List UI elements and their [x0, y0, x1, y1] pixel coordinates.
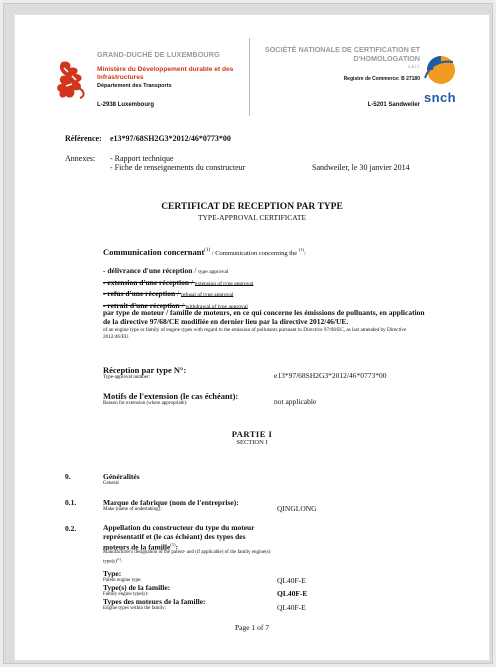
place-date: Sandweiler, le 30 janvier 2014 [312, 163, 410, 172]
header-right-address: L-5201 Sandweiler [367, 102, 420, 108]
section-label: Marque de fabrique (nom de l'entreprise): [103, 498, 239, 507]
section-label: Appellation du constructeur du type du moteur représentatif et (le cas échéant) des types des moteurs de la famille$^{(1)}$: [103, 523, 255, 552]
partie-title: PARTIE I [231, 429, 273, 439]
section-title: SECTION I [236, 439, 268, 446]
list-item: - extension d'une réception / extension of type approval [103, 277, 254, 287]
type-label: Types des moteurs de la famille: [103, 597, 206, 606]
document-frame [4, 4, 492, 663]
extension-label: Motifs de l'extension (le cas échéant): [103, 391, 239, 401]
section-number: 0.2. [65, 524, 77, 533]
reception-label-en: Type-approval number: [103, 375, 150, 380]
section-number: 0. [65, 472, 71, 481]
section-number: 0.1. [65, 498, 77, 507]
header-registry: Registre de Commerce: B 27180 [343, 76, 420, 82]
reference-value: e13*97/68SH2G3*2012/46*0773*00 [110, 134, 231, 143]
certificate-title: CERTIFICAT DE RECEPTION PAR TYPE [161, 202, 343, 212]
type-value: QL40F-E [277, 603, 306, 612]
reception-value: e13*97/68SH2G3*2012/46*0773*00 [274, 371, 387, 380]
header-ministry: Ministère du Développement durable et des Infrastructures [97, 66, 234, 81]
luxembourg-lion-logo [54, 58, 88, 104]
certificate-subtitle: TYPE-APPROVAL CERTIFICATE [197, 213, 307, 222]
list-item: - refus d'une réception / refusal of type approval [103, 289, 234, 298]
annexes-label: Annexes: [65, 154, 96, 163]
section-label-en: Manufacturer's designation of the parent- and (if applicable) of the family engine(s) $type(s)^{(1)}$: [103, 550, 271, 565]
annex-item: - Fiche de renseignements du constructeur [110, 163, 246, 172]
type-label: Type: [103, 569, 122, 578]
list-item: - délivrance d'une réception / type approval [103, 266, 229, 275]
header-country: GRAND-DUCHÉ DE LUXEMBOURG [97, 50, 220, 59]
header-left-address: L-2938 Luxembourg [97, 102, 155, 108]
scope-text-en: of an engine type or family of engine types with regard to the emission of pollutants pursuant to Directive 97/68/EC, as last amended by Directive 2012/46/EU. [103, 327, 407, 340]
extension-label-en: Reason for extension (where appropriate): [103, 401, 188, 406]
section-label: Généralités [103, 472, 140, 481]
type-value: QL40F-E [277, 576, 306, 585]
communication-heading: Communication concernant$^{(1)}$ / Communication concerning the $^{(1)}$: [103, 247, 306, 257]
page-number: Page 1 of 7 [235, 623, 269, 632]
type-label-en: Family engine type(s): [103, 592, 149, 597]
reference-label: Référence: [65, 134, 102, 143]
snch-logo-text: snch [424, 90, 456, 105]
type-label-en: Engine types within the family: [103, 606, 167, 611]
communication-list [103, 266, 253, 312]
section-label-en: General [103, 481, 119, 486]
header-company: SOCIÉTÉ NATIONALE DE CERTIFICATION ET D'HOMOLOGATION [264, 45, 420, 63]
extension-value: not applicable [274, 397, 317, 406]
reception-label: Réception par type N°: [103, 365, 187, 375]
section-label-en: Make (name of undertaking): [103, 507, 162, 512]
type-value: QL40F-E [277, 589, 308, 598]
scope-text: par type de moteur / famille de moteurs, en ce qui concerne les émissions de polluants, en application de la directive 97/68/CE modifiée en dernier lieu par la directive 2012/46/UE. [103, 308, 425, 326]
annex-item: - Rapport technique [110, 154, 174, 163]
header-department: Département des Transports [97, 83, 172, 89]
header-company-form: s.à r.l. [407, 64, 420, 69]
list-item: - retrait d'une réception / withdrawal of type approval [103, 300, 248, 310]
make-value: QINGLONG [277, 504, 317, 513]
header-divider [249, 38, 250, 116]
type-label: Type(s) de la famille: [103, 583, 171, 592]
type-label-en: Parent engine type: [103, 578, 142, 583]
document-page [14, 14, 490, 661]
